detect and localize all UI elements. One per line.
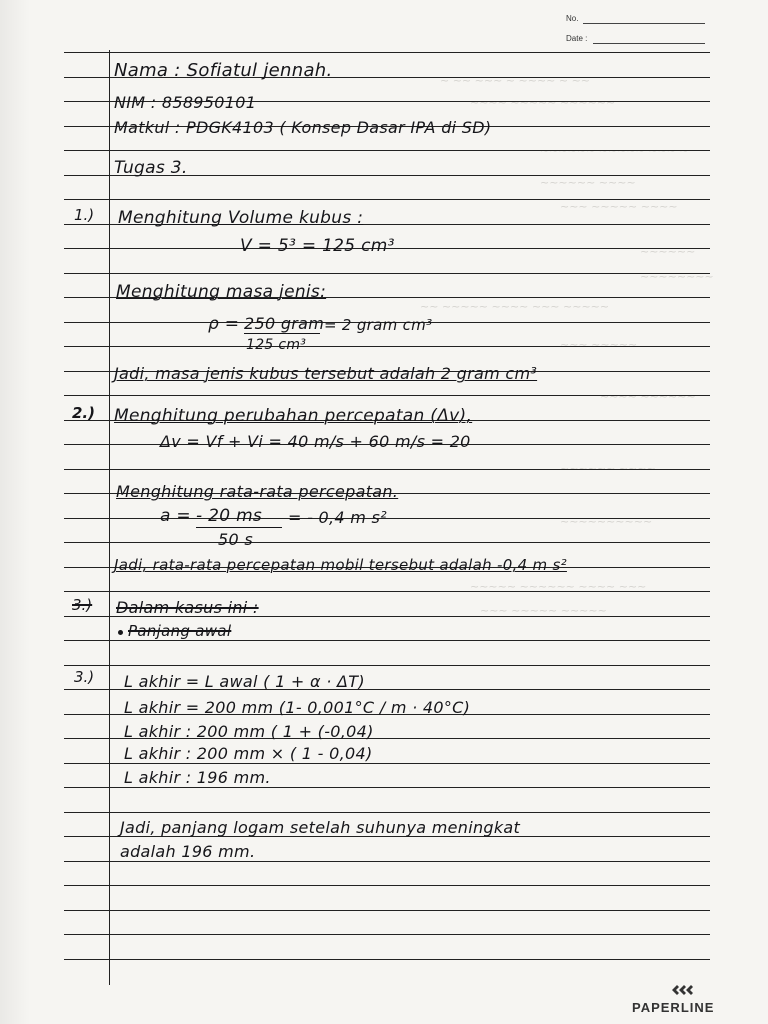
q1-volume-formula: V = 5³ = 125 cm³: [240, 236, 395, 256]
ruled-line: [64, 150, 710, 151]
q2-accel-denominator: 50 s: [218, 530, 253, 549]
question-2-number: 2.): [72, 404, 95, 422]
q2-accel-numerator: - 20 ms: [196, 506, 263, 526]
ruled-line: [64, 787, 710, 788]
course-name: Matkul : PDGK4103 ( Konsep Dasar IPA di SD): [114, 118, 492, 137]
q2-heading-change: Menghitung perubahan percepatan (Δv),: [114, 406, 473, 426]
ruled-line: [64, 959, 710, 960]
q3-conclusion-line1: Jadi, panjang logam setelah suhunya meningkat: [120, 818, 521, 837]
q1-density-denominator: 125 cm³: [246, 337, 307, 353]
ruled-line: [64, 199, 710, 200]
ruled-line: [64, 346, 710, 347]
question-3-crossed-number: 3.): [72, 596, 93, 614]
q1-density-numerator: 250 gram: [244, 314, 325, 333]
ruled-line: [64, 910, 710, 911]
q3-conclusion-line2: adalah 196 mm.: [120, 842, 256, 861]
no-rule: [583, 23, 705, 24]
q2-conclusion: Jadi, rata-rata percepatan mobil tersebut adalah -0,4 m s²: [114, 556, 567, 574]
no-label: No.: [566, 14, 579, 23]
paperline-logo-icon: [670, 984, 696, 996]
question-1-number: 1.): [74, 206, 95, 224]
q1-heading-volume: Menghitung Volume kubus :: [118, 208, 364, 228]
ruled-line: [64, 273, 710, 274]
q1-heading-density: Menghitung masa jenis:: [116, 282, 327, 302]
q2-heading-average: Menghitung rata-rata percepatan.: [116, 482, 399, 501]
q3-crossed-bullet: [118, 630, 123, 635]
q1-density-result: = 2 gram cm³: [324, 316, 433, 334]
margin-line: [109, 50, 110, 985]
q3-step3: L akhir : 200 mm ( 1 + (-0,04): [124, 722, 374, 741]
q3-crossed-line1: Dalam kasus ini :: [116, 598, 259, 617]
q2-delta-formula: Δv = Vf + Vi = 40 m/s + 60 m/s = 20: [160, 432, 471, 451]
q1-conclusion: Jadi, masa jenis kubus tersebut adalah 2 gram cm³: [114, 364, 538, 383]
q3-step5: L akhir : 196 mm.: [124, 768, 271, 787]
q3-step4: L akhir : 200 mm × ( 1 - 0,04): [124, 744, 373, 763]
q3-crossed-line2: Panjang awal: [128, 622, 232, 640]
ruled-line: [64, 665, 710, 666]
q3-step1: L akhir = L awal ( 1 + α · ΔT): [124, 672, 365, 691]
ruled-line: [64, 885, 710, 886]
student-nim: NIM : 858950101: [114, 93, 257, 112]
notebook-page: No. Date : ~ ~~ ~~~ ~ ~~~~ ~ ~~ ~~~~ ~~~~~ ~~~~~~ ~~~~~~ ~~~~~ ~~~ ~ ~~~~~~ ~~~~ ~~~ ~~~~~ ~~~~ ~~~~~~ ~~~~~~~~ ~~ ~~~~~ ~~~~ ~~~ ~~~~~ ~~~ ~~~~~ ~~~~ ~~~~~~ ~~~~~~ ~~~~ ~~~~~~~~~~ ~~~~~ ~~~~~~ ~~~~ ~~~ ~~~ ~~~~~ ~~~~~ Nama : Sofiatul jennah. NIM : 858950101 Matkul : PDGK4103 ( Konsep Dasar IPA di SD) Tugas 3. 1.) Menghitung Volume kubus : V = 5³ = 125 cm³ Menghitung masa jenis: ρ = 250 gram 125 cm³ = 2 gram cm³ Jadi, masa jenis kubus tersebut adalah 2 gram cm³ 2.) Menghitung perubahan percepatan (Δv), Δv = Vf + Vi = 40 m/s + 60 m/s = 20 Menghitung rata-rata percepatan. a = - 20 ms 50 s = - 0,4 m s² Jadi, rata-rata percepatan mobil tersebut adalah -0,4 m s² 3.) Dalam kasus ini : Panjang awal 3.) L akhir = L awal ( 1 + α · ΔT) L akhir = 200 mm (1- 0,001°C / m · 40°C) L akhir : 200 mm ( 1 + (-0,04) L akhir : 200 mm × ( 1 - 0,04) L akhir : 196 mm. Jadi, panjang logam setelah suhunya meningkat adalah 196 mm. PAPERLINE: [0, 0, 768, 1024]
ruled-line: [64, 934, 710, 935]
brand-name: PAPERLINE: [632, 1000, 715, 1015]
q2-accel-lhs: a =: [160, 506, 191, 526]
q3-step2: L akhir = 200 mm (1- 0,001°C / m · 40°C): [124, 698, 471, 717]
q1-fraction-bar: [244, 333, 320, 334]
q2-fraction-bar: [196, 527, 282, 528]
brand-logo: [632, 990, 722, 1020]
ruled-line: [64, 812, 710, 813]
ruled-line: [64, 395, 710, 396]
assignment-title: Tugas 3.: [114, 158, 188, 178]
ruled-line: [64, 591, 710, 592]
question-3-number: 3.): [74, 668, 95, 686]
date-rule: [593, 43, 705, 44]
ruled-line: [64, 52, 710, 53]
student-name: Nama : Sofiatul jennah.: [114, 60, 333, 81]
q1-density-lhs: ρ =: [208, 314, 240, 334]
q2-accel-result: = - 0,4 m s²: [288, 508, 387, 527]
ruled-line: [64, 469, 710, 470]
ruled-line: [64, 640, 710, 641]
date-label: Date :: [566, 34, 588, 43]
ruled-line: [64, 542, 710, 543]
